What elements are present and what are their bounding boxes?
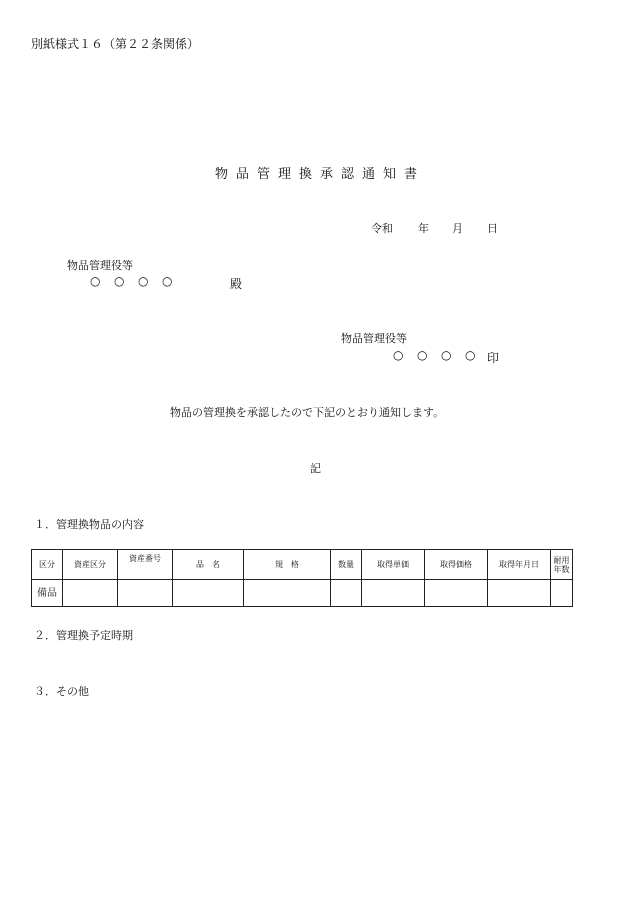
placeholder-circle: ○ bbox=[393, 348, 404, 362]
col-header: 耐用年数 bbox=[551, 550, 573, 580]
table-cell bbox=[118, 580, 173, 607]
seal-mark: 印 bbox=[487, 351, 500, 365]
col-header: 資産区分 bbox=[63, 550, 118, 580]
placeholder-circle: ○ bbox=[417, 348, 428, 362]
table-cell: 備品 bbox=[32, 580, 63, 607]
placeholder-circle: ○ bbox=[441, 348, 452, 362]
ki-mark: 記 bbox=[310, 462, 321, 475]
col-header: 規 格 bbox=[244, 550, 331, 580]
placeholder-circle: ○ bbox=[138, 274, 149, 288]
table-cell bbox=[244, 580, 331, 607]
section-3-heading: ３．その他 bbox=[34, 685, 89, 698]
honorific: 殿 bbox=[230, 277, 243, 291]
table-cell bbox=[331, 580, 362, 607]
sender-label: 物品管理役等 bbox=[341, 332, 407, 345]
document-title: 物品管理換承認通知書 bbox=[215, 167, 426, 182]
col-header: 取得単価 bbox=[362, 550, 425, 580]
table-cell bbox=[173, 580, 244, 607]
col-header: 資産番号 bbox=[118, 550, 173, 580]
table-cell bbox=[551, 580, 573, 607]
table-cell bbox=[63, 580, 118, 607]
table-header-row bbox=[32, 550, 573, 580]
col-header: 品 名 bbox=[173, 550, 244, 580]
date-era: 令和 bbox=[371, 222, 393, 235]
sender-name bbox=[393, 348, 489, 362]
placeholder-circle: ○ bbox=[465, 348, 476, 362]
placeholder-circle: ○ bbox=[162, 274, 173, 288]
table-cell bbox=[488, 580, 551, 607]
section-2-heading: ２．管理換予定時期 bbox=[34, 629, 133, 642]
date-day: 日 bbox=[487, 222, 498, 235]
col-header: 区分 bbox=[32, 550, 63, 580]
placeholder-circle: ○ bbox=[90, 274, 101, 288]
recipient-name bbox=[90, 274, 186, 288]
body-text: 物品の管理換を承認したので下記のとおり通知します。 bbox=[170, 406, 445, 419]
table-cell bbox=[425, 580, 488, 607]
form-label: 別紙様式１６（第２２条関係） bbox=[31, 37, 200, 51]
placeholder-circle: ○ bbox=[114, 274, 125, 288]
col-header: 数量 bbox=[331, 550, 362, 580]
col-header: 取得年月日 bbox=[488, 550, 551, 580]
table-row bbox=[32, 580, 573, 607]
items-table bbox=[31, 549, 573, 607]
recipient-label: 物品管理役等 bbox=[67, 259, 133, 272]
date-year: 年 bbox=[418, 222, 429, 235]
table-cell bbox=[362, 580, 425, 607]
date-month: 月 bbox=[452, 222, 463, 235]
col-header: 取得価格 bbox=[425, 550, 488, 580]
section-1-heading: １．管理換物品の内容 bbox=[34, 518, 144, 531]
